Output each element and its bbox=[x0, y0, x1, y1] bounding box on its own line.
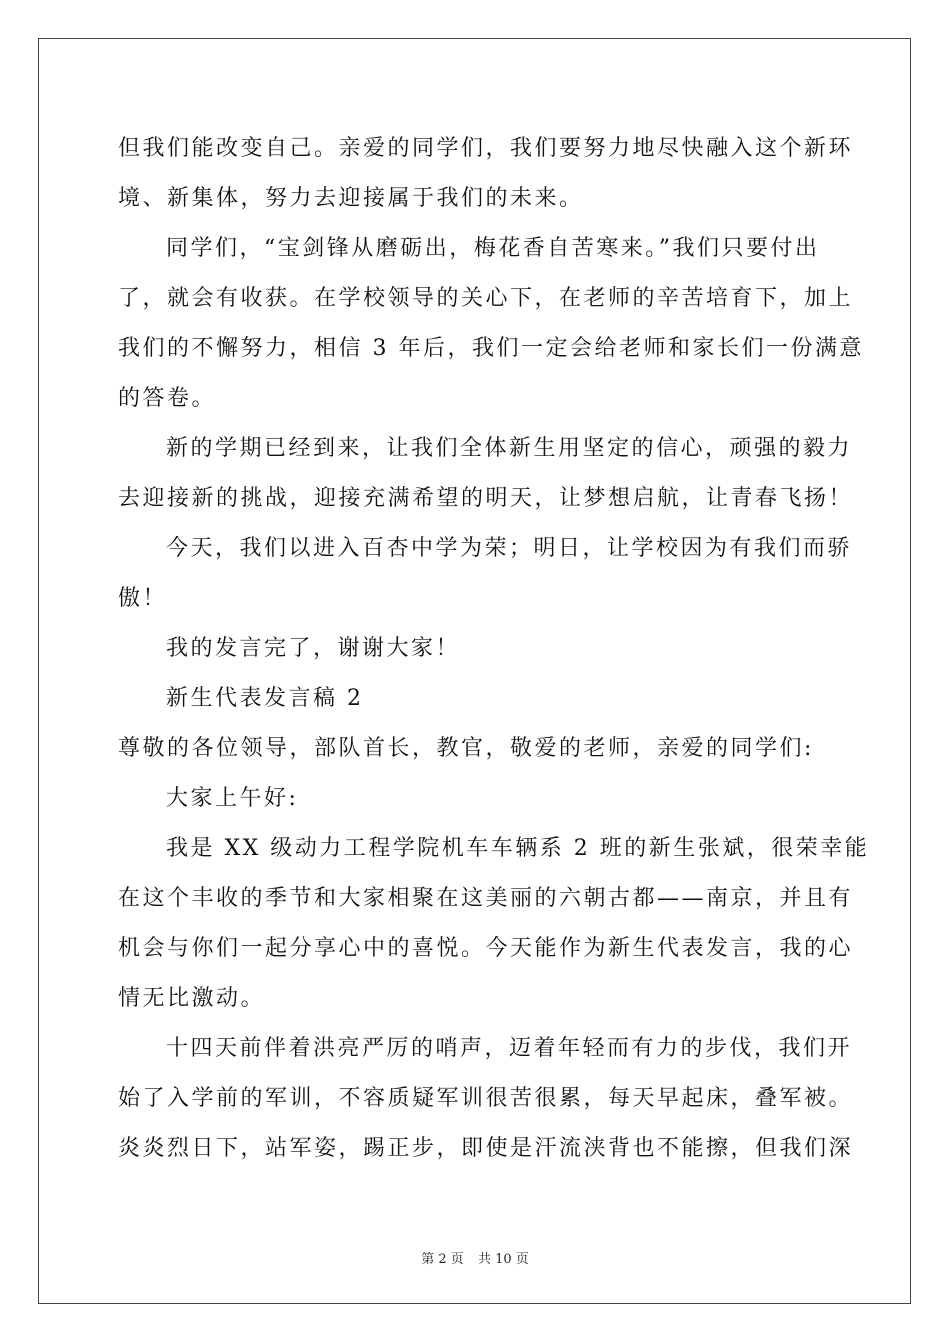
text-line: 新的学期已经到来，让我们全体新生用坚定的信心，顽强的毅力 bbox=[166, 436, 853, 461]
text-line: 同学们，“宝剑锋从磨砺出，梅花香自苦寒来。”我们只要付出 bbox=[166, 236, 820, 261]
text-line: 机会与你们一起分享心中的喜悦。今天能作为新生代表发言，我的心 bbox=[118, 936, 854, 961]
salutation-line: 尊敬的各位领导，部队首长，教官，敬爱的老师，亲爱的同学们: bbox=[118, 736, 814, 761]
text-line: 炎炎烈日下，站军姿，踢正步，即使是汗流浃背也不能擦，但我们深 bbox=[118, 1136, 854, 1161]
section-heading: 新生代表发言稿 2 bbox=[166, 686, 364, 711]
text-line: 情无比激动。 bbox=[118, 986, 266, 1011]
text-line: 境、新集体，努力去迎接属于我们的未来。 bbox=[118, 186, 584, 211]
page-total: 共 10 页 bbox=[477, 1252, 529, 1267]
text-line: 我的发言完了，谢谢大家！ bbox=[166, 636, 461, 661]
text-line: 傲！ bbox=[118, 586, 168, 611]
page-number: 第 2 页 bbox=[421, 1252, 464, 1267]
page-footer bbox=[0, 1248, 950, 1267]
text-line: 我们的不懈努力，相信 3 年后，我们一定会给老师和家长们一份满意 bbox=[118, 336, 864, 361]
text-line: 的答卷。 bbox=[118, 386, 217, 411]
document-body bbox=[118, 124, 870, 1174]
text-line: 在这个丰收的季节和大家相聚在这美丽的六朝古都——南京，并且有 bbox=[118, 886, 854, 911]
text-line: 去迎接新的挑战，迎接充满希望的明天，让梦想启航，让青春飞扬！ bbox=[118, 486, 854, 511]
text-line: 了，就会有收获。在学校领导的关心下，在老师的辛苦培育下，加上 bbox=[118, 286, 854, 311]
text-line: 始了入学前的军训，不容质疑军训很苦很累，每天早起床，叠军被。 bbox=[118, 1086, 854, 1111]
greeting-line: 大家上午好: bbox=[166, 786, 299, 811]
text-line: 十四天前伴着洪亮严厉的哨声，迈着年轻而有力的步伐，我们开 bbox=[166, 1036, 853, 1061]
text-line: 我是 XX 级动力工程学院机车车辆系 2 班的新生张斌，很荣幸能 bbox=[166, 836, 870, 861]
text-line: 但我们能改变自己。亲爱的同学们，我们要努力地尽快融入这个新环 bbox=[118, 136, 854, 161]
text-line: 今天，我们以进入百杏中学为荣；明日，让学校因为有我们而骄 bbox=[166, 536, 853, 561]
